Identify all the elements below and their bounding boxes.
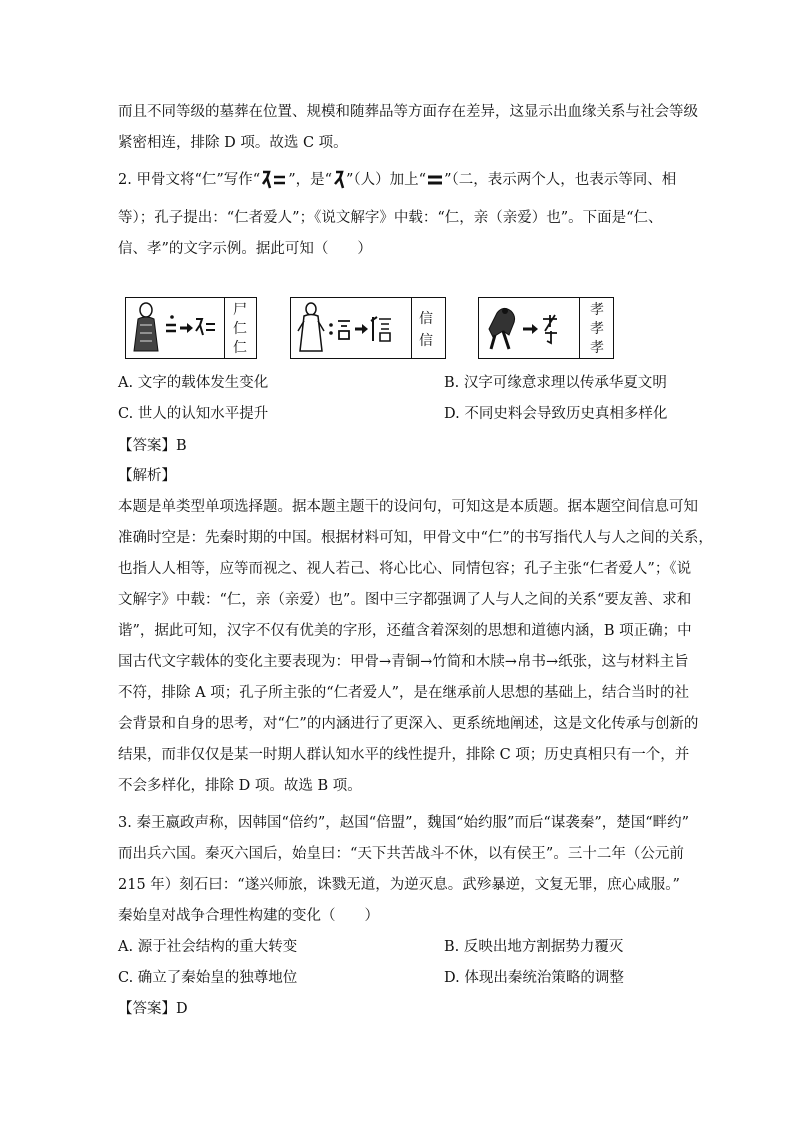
q2-analysis-line-4: 文解字》中载：“仁，亲（亲爱）也”。图中三字都强调了人与人之间的关系“要友善、求和 bbox=[118, 592, 692, 608]
xiao-char-2: 孝 bbox=[590, 321, 604, 337]
q2-analysis-line-1: 本题是单类型单项选择题。据本题主题干的设问句，可知这是本质题。据本题空间信息可知 bbox=[118, 499, 698, 515]
q2-stem-line-1: 2. 甲骨文将“仁”写作“ ”，是“ ”（人）加上“ ”（二，表示两个人，也表示等同、相 bbox=[118, 172, 677, 188]
q3-option-d[interactable]: D. 体现出秦统治策略的调整 bbox=[444, 970, 624, 986]
q3-stem-line-2: 而出兵六国。秦灭六国后，始皇曰：“天下共苦战斗不休，以有侯王”。三十二年（公元前 bbox=[118, 846, 684, 862]
oracle-ren-person-icon bbox=[332, 170, 346, 190]
intro-line-1: 而且不同等级的墓葬在位置、规模和随葬品等方面存在差异，这显示出血缘关系与社会等级 bbox=[118, 104, 698, 120]
picture-xin bbox=[290, 297, 446, 359]
q2-stem-line-2: 等）；孔子提出：“仁者爱人”；《说文解字》中载：“仁，亲（亲爱）也”。下面是“仁、 bbox=[118, 210, 663, 226]
q2-analysis-title: 【解析】 bbox=[118, 468, 176, 484]
q3-option-a[interactable]: A. 源于社会结构的重大转变 bbox=[118, 939, 298, 955]
q2-option-b[interactable]: B. 汉字可缘意求理以传承华夏文明 bbox=[444, 375, 667, 391]
q2-analysis-line-5: 谐”，据此可知，汉字不仅有优美的字形，还蕴含着深刻的思想和道德内涵，B 项正确；中 bbox=[118, 623, 692, 639]
xiao-char-1: 孝 bbox=[590, 302, 604, 318]
xin-char-1: 信 bbox=[419, 311, 433, 327]
picture-xiao bbox=[478, 297, 614, 359]
q2-analysis-line-2: 准确时空是：先秦时期的中国。根据材料可知，甲骨文中“仁”的书写指代人与人之间的关系， bbox=[118, 530, 713, 546]
q3-stem-line-1: 3. 秦王嬴政声称，因韩国“倍约”，赵国“倍盟”，魏国“始约服”而后“谋袭秦”，楚国“畔约” bbox=[118, 815, 690, 831]
xin-char-2: 信 bbox=[419, 333, 433, 349]
q2-analysis-line-8: 会背景和自身的思考，对“仁”的内涵进行了更深入、更系统地阐述，这是文化传承与创新的 bbox=[118, 716, 699, 732]
q3-stem-line-4: 秦始皇对战争合理性构建的变化（ ） bbox=[118, 908, 379, 924]
xin-evolution-icon bbox=[295, 301, 407, 355]
ren-char-2: 仁 bbox=[233, 321, 247, 337]
q2-analysis-line-3: 也指人人相等，应等而视之、视人若己、将心比心、同情包容；孔子主张“仁者爱人”；《说 bbox=[118, 561, 692, 577]
ren-evolution-icon bbox=[130, 301, 220, 355]
oracle-er-two-icon bbox=[426, 170, 444, 190]
q2-option-c[interactable]: C. 世人的认知水平提升 bbox=[118, 406, 269, 422]
xiao-char-3: 孝 bbox=[590, 340, 604, 356]
q2-analysis-line-7: 不符，排除 A 项；孔子所主张的“仁者爱人”，是在继承前人思想的基础上，结合当时的社 bbox=[118, 685, 690, 701]
picture-ren bbox=[125, 297, 257, 359]
q3-option-b[interactable]: B. 反映出地方割据势力覆灭 bbox=[444, 939, 624, 955]
q2-analysis-line-6: 国古代文字载体的变化主要表现为：甲骨→青铜→竹简和木牍→帛书→纸张，这与材料主旨 bbox=[118, 654, 689, 670]
q3-option-c[interactable]: C. 确立了秦始皇的独尊地位 bbox=[118, 970, 298, 986]
ren-char-3: 仁 bbox=[233, 340, 247, 356]
oracle-ren-glyph-icon bbox=[260, 170, 288, 190]
ren-char-1: 尸 bbox=[233, 302, 247, 318]
q3-stem-line-3: 215 年）刻石曰：“遂兴师旅，诛戮无道，为逆灭息。武殄暴逆，文复无罪，庶心咸服。” bbox=[118, 877, 680, 893]
q2-analysis-line-9: 结果，而非仅仅是某一时期人群认知水平的线性提升，排除 C 项；历史真相只有一个，并 bbox=[118, 747, 690, 763]
q2-answer: 【答案】B bbox=[118, 438, 187, 454]
intro-line-2: 紧密相连，排除 D 项。故选 C 项。 bbox=[118, 135, 348, 151]
q2-stem-line-3: 信、孝”的文字示例。据此可知（ ） bbox=[118, 241, 372, 257]
q3-answer: 【答案】D bbox=[118, 1001, 188, 1017]
q2-option-a[interactable]: A. 文字的载体发生变化 bbox=[118, 375, 269, 391]
xiao-evolution-icon bbox=[483, 301, 577, 355]
q2-option-d[interactable]: D. 不同史料会导致历史真相多样化 bbox=[444, 406, 668, 422]
q2-analysis-line-10: 不会多样化，排除 D 项。故选 B 项。 bbox=[118, 778, 362, 794]
